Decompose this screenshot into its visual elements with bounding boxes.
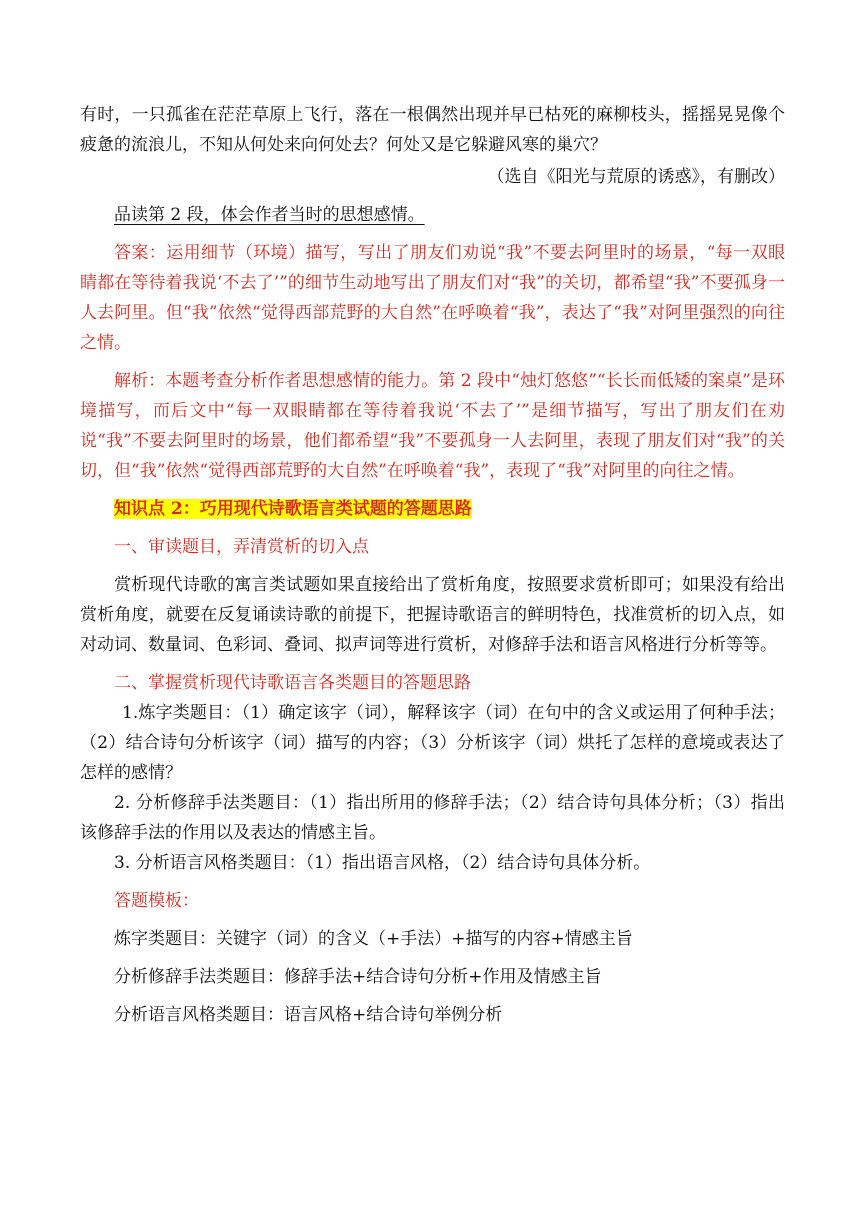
section2-heading: 二、掌握赏析现代诗歌语言各类题目的答题思路 bbox=[114, 673, 471, 693]
section1-body: 赏析现代诗歌的寓言类试题如果直接给出了赏析角度，按照要求赏析即可；如果没有给出赏析角度，就要在反复诵读诗歌的前提下，把握诗歌语言的鲜明特色，找准赏析的切入点，如对动词、数量词、色彩词、叠词、拟声词等进行赏析，对修辞手法和语言风格进行分析等等。 bbox=[80, 575, 785, 655]
document-page bbox=[80, 100, 785, 1030]
question-text: 品读第 2 段，体会作者当时的思想感情。 bbox=[114, 205, 425, 225]
method-item-2: 2. 分析修辞手法类题目：（1）指出所用的修辞手法；（2）结合诗句具体分析；（3）指出该修辞手法的作用以及表达的情感主旨。 bbox=[80, 793, 785, 843]
knowledge-point-line bbox=[80, 494, 785, 524]
analysis-paragraph: 解析：本题考查分析作者思想感情的能力。第 2 段中“烛灯悠悠”“长长而低矮的案桌”是环境描写，而后文中“每一双眼睛都在等待着我说‘不去了’”是细节描写，写出了朋友们在劝说“我”不要去阿里时的场景，他们都希望“我”不要孤身一人去阿里，表现了朋友们对“我”的关切，但“我”依然“觉得西部荒野的大自然”在呼唤着“我”，表现了“我”对阿里的向往之情。 bbox=[80, 371, 785, 481]
template-line-2: 分析修辞手法类题目：修辞手法+结合诗句分析+作用及情感主旨 bbox=[114, 967, 602, 987]
method-item-1: 1.炼字类题目：（1）确定该字（词），解释该字（词）在句中的含义或运用了何种手法；（2）结合诗句分析该字（词）描写的内容；（3）分析该字（词）烘托了怎样的意境或表达了怎样的感情？ bbox=[80, 703, 785, 783]
passage-paragraph: 有时，一只孤雀在茫茫草原上飞行，落在一根偶然出现并早已枯死的麻柳枝头，摇摇晃晃像个疲惫的流浪儿，不知从何处来向何处去？何处又是它躲避风寒的巢穴？ bbox=[80, 105, 785, 155]
question-line bbox=[80, 200, 785, 230]
template-line-1: 炼字类题目：关键字（词）的含义（+手法）+描写的内容+情感主旨 bbox=[114, 929, 633, 949]
section1-heading: 一、审读题目，弄清赏析的切入点 bbox=[114, 537, 369, 557]
method-item-3: 3. 分析语言风格类题目：（1）指出语言风格，（2）结合诗句具体分析。 bbox=[114, 853, 651, 873]
template-line-3: 分析语言风格类题目：语言风格+结合诗句举例分析 bbox=[114, 1005, 503, 1025]
answer-paragraph: 答案：运用细节（环境）描写，写出了朋友们劝说“我”不要去阿里时的场景，“每一双眼睛都在等待着我说‘不去了’”的细节生动地写出了朋友们对“我”的关切，都希望“我”不要孤身一人去阿里。但“我”依然“觉得西部荒野的大自然”在呼唤着“我”，表达了“我”对阿里强烈的向往之情。 bbox=[80, 243, 785, 353]
knowledge-point-heading: 知识点 2：巧用现代诗歌语言类试题的答题思路 bbox=[114, 499, 472, 519]
template-heading: 答题模板： bbox=[114, 891, 199, 911]
passage-source: （选自《阳光与荒原的诱惑》，有删改） bbox=[487, 167, 785, 187]
